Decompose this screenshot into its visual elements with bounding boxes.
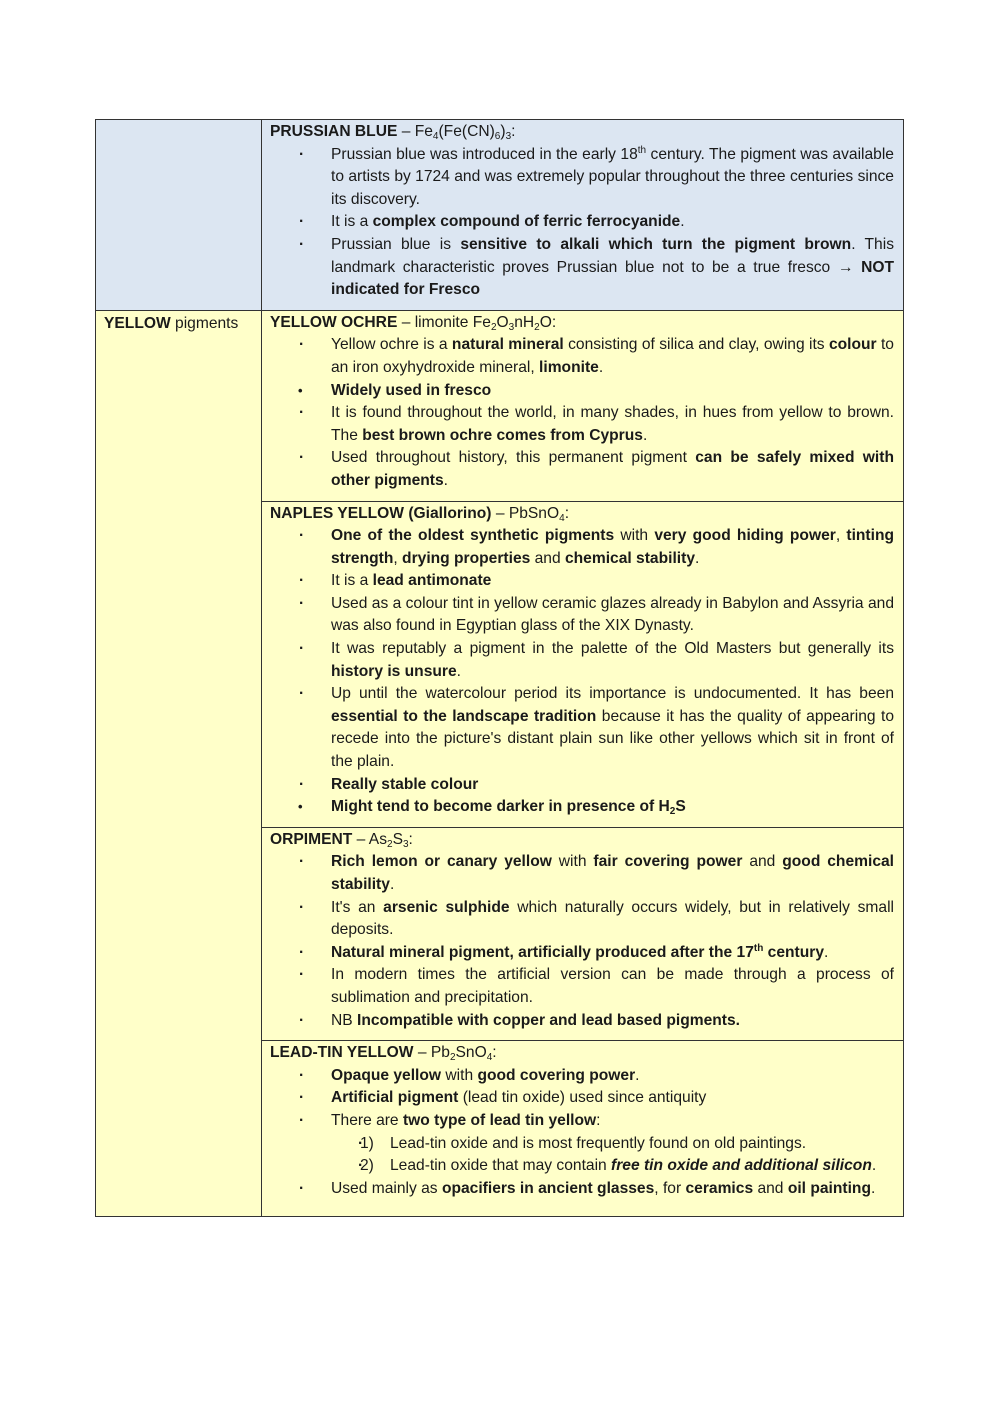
bold-text: complex compound of ferric ferrocyanide: [372, 213, 681, 231]
list-item: [331, 638, 894, 683]
bold-text: opacifiers in ancient glasses: [441, 1179, 655, 1197]
pigment-name: ORPIMENT: [270, 830, 353, 848]
bold-text: natural mineral: [451, 336, 564, 354]
bold-text: drying properties: [402, 549, 531, 567]
text: ,: [835, 527, 847, 545]
bold-text: Really stable colour: [331, 775, 479, 793]
formula-sub: 6: [494, 131, 501, 142]
bold-text: Might tend to become darker in presence of H: [331, 798, 670, 816]
bullet-list: [270, 851, 894, 1032]
text: consisting of silica and clay, owing its: [563, 336, 829, 354]
formula-text: O:: [539, 313, 557, 331]
entry-yellow-ochre: [262, 310, 904, 501]
formula-text: :: [408, 830, 413, 848]
entry-orpiment: [262, 827, 904, 1040]
entry-naples-yellow: [262, 501, 904, 827]
entry-prussian-blue: [262, 120, 904, 311]
formula-text: – Fe: [397, 123, 433, 140]
formula-sub: 3: [505, 131, 512, 142]
numbered-item: [360, 1155, 894, 1178]
text: Prussian blue is: [331, 235, 461, 253]
bold-text: arsenic sulphide: [383, 898, 510, 916]
text: , for: [654, 1179, 686, 1197]
bold-text: NOT indicated for Fresco: [331, 258, 894, 299]
category-cell-yellow: [96, 310, 262, 1217]
list-item: [331, 683, 894, 773]
text: There are: [331, 1111, 403, 1129]
formula-text: :: [564, 504, 570, 522]
bold-text: Widely used in fresco: [331, 381, 492, 399]
bold-text: colour: [828, 336, 877, 354]
bold-text: tinting strength: [331, 527, 895, 567]
text: .: [642, 426, 648, 444]
formula-text: SnO: [455, 1044, 487, 1062]
bullet-list: [270, 334, 894, 492]
text: .: [870, 1179, 876, 1197]
bold-text: Natural mineral pigment, artificially produced after the 17: [331, 943, 754, 961]
numbered-item: [360, 1133, 894, 1156]
list-item: [331, 1010, 894, 1033]
bold-text: century: [763, 943, 824, 961]
text: Used throughout history, this permanent pigment: [331, 449, 696, 467]
text: and: [753, 1179, 788, 1197]
category-label: pigments: [170, 314, 239, 332]
bold-text: oil painting: [787, 1179, 871, 1197]
formula-text: S: [392, 830, 403, 848]
formula-text: (Fe(CN): [438, 123, 495, 140]
bold-text: Opaque yellow: [331, 1066, 442, 1084]
pigment-name: PRUSSIAN BLUE: [270, 123, 398, 140]
bold-text: lead antimonate: [372, 572, 492, 590]
text: It was reputably a pigment in the palette of the Old Masters but generally its: [331, 640, 894, 658]
list-item: [331, 570, 894, 593]
formula-text: – As: [352, 830, 387, 848]
text: .: [389, 876, 395, 893]
list-item: [331, 402, 894, 447]
text: Used mainly as: [331, 1179, 442, 1197]
pigment-name: YELLOW OCHRE: [270, 313, 398, 331]
text: Prussian blue was introduced in the early 18: [331, 145, 638, 163]
bold-italic-text: free tin oxide and additional silicon: [611, 1157, 872, 1175]
bold-text: can be safely mixed with other pigments: [331, 449, 894, 489]
formula-text: O: [496, 313, 509, 331]
list-item: [331, 897, 894, 942]
formula-sub: 4: [486, 1052, 493, 1064]
text: .: [695, 549, 700, 567]
formula-sub: 2: [669, 806, 676, 818]
formula-sub: 4: [559, 512, 565, 524]
text: It is a: [331, 572, 373, 590]
formula-text: :: [511, 123, 516, 140]
table-row: [96, 310, 904, 501]
bold-text: good chemical stability: [331, 853, 894, 893]
formula-sub: 2: [387, 838, 393, 850]
list-item: [331, 593, 894, 638]
formula-sub: 2: [490, 321, 497, 333]
text: It is found throughout the world, in many shades, in hues from yellow to brown. The: [331, 404, 894, 444]
bullet-list: [270, 525, 894, 819]
text: .: [443, 471, 448, 489]
table-row: [96, 120, 904, 311]
bold-text: limonite: [539, 358, 599, 376]
text: ,: [393, 549, 403, 567]
text: .: [871, 1157, 877, 1175]
list-item: [331, 1110, 894, 1178]
bold-text: chemical stability: [564, 549, 695, 567]
list-item: [331, 334, 894, 379]
text: .: [598, 358, 604, 376]
list-item: [331, 525, 894, 570]
pigment-name: NAPLES YELLOW (Giallorino): [270, 504, 492, 522]
entry-heading: [270, 312, 894, 335]
text: with: [441, 1066, 478, 1084]
superscript: th: [753, 942, 764, 954]
text: .: [456, 662, 461, 680]
list-item: [331, 942, 894, 965]
text: to an iron oxyhydroxide mineral,: [331, 336, 894, 376]
item-number: · 1): [360, 1134, 374, 1152]
text: NB: [331, 1011, 357, 1029]
bold-text: good covering power: [477, 1066, 636, 1084]
bullet-list: [270, 1065, 894, 1201]
entry-lead-tin-yellow: [262, 1041, 904, 1217]
numbered-list: [331, 1133, 894, 1178]
arrow-right-icon: →: [837, 258, 854, 276]
text: .: [824, 943, 829, 961]
bold-text: Artificial pigment: [331, 1089, 459, 1107]
formula-text: – PbSnO: [491, 504, 560, 522]
formula-sub: 3: [508, 321, 515, 333]
formula-sub: 2: [534, 321, 540, 333]
entry-heading: [270, 829, 894, 852]
text: with: [614, 527, 655, 545]
text: and: [530, 549, 565, 567]
pigment-table: [95, 119, 904, 1217]
entry-heading: [270, 121, 894, 144]
bold-text: sensitive to alkali which turn the pigment brown: [460, 235, 852, 253]
list-item: [331, 211, 894, 234]
item-number: · 2): [360, 1157, 374, 1175]
list-item: [331, 796, 894, 819]
formula-text: nH: [514, 313, 535, 331]
text: .: [680, 213, 685, 231]
list-item: [331, 144, 894, 212]
text: Yellow ochre is a: [331, 336, 452, 354]
list-item: [331, 447, 894, 492]
entry-heading: [270, 503, 894, 526]
text: Lead-tin oxide that may contain: [390, 1157, 612, 1175]
text: Up until the watercolour period its importance is undocumented. It has been: [331, 685, 894, 703]
bold-text: best brown ochre comes from Cyprus: [362, 426, 643, 444]
list-item: [331, 851, 894, 896]
formula-text: ): [500, 123, 506, 140]
text: It is a: [331, 213, 373, 231]
bold-text: Rich lemon or canary yellow: [331, 853, 552, 871]
category-cell-empty: [96, 120, 262, 311]
text: . This landmark characteristic proves Prussian blue not to be a true fresco: [331, 235, 894, 276]
text: and: [742, 853, 783, 871]
list-item: [331, 1087, 894, 1110]
bold-text: S: [675, 798, 686, 816]
list-item: [331, 234, 894, 302]
formula-text: – limonite Fe: [397, 313, 491, 331]
bold-text: fair covering power: [593, 853, 743, 871]
bold-text: very good hiding power: [654, 527, 836, 545]
bullet-list: [270, 144, 894, 302]
list-item: [331, 1065, 894, 1088]
text: Lead-tin oxide and is most frequently found on old paintings.: [390, 1134, 807, 1152]
text: It's an: [331, 898, 384, 916]
text: In modern times the artificial version can be made through a process of sublimation and precipitation.: [331, 966, 894, 1006]
bold-text: ceramics: [685, 1179, 754, 1197]
entry-heading: [270, 1042, 894, 1065]
pigment-name: LEAD-TIN YELLOW: [270, 1044, 414, 1062]
text: Used as a colour tint in yellow ceramic glazes already in Babylon and Assyria and was also found in Egyptian glass of the XIX Dynasty.: [331, 594, 894, 635]
formula-text: – Pb: [413, 1044, 450, 1062]
bold-text: essential to the landscape tradition: [331, 707, 597, 725]
text: with: [551, 853, 594, 871]
list-item: [331, 1178, 894, 1201]
text: (lead tin oxide) used since antiquity: [458, 1089, 707, 1107]
text: century. The pigment was available to artists by 1724 and was extremely popular throughout the three centuries since its discovery.: [331, 145, 894, 208]
bold-text: Incompatible with copper and lead based pigments.: [357, 1011, 740, 1029]
list-item: [331, 380, 894, 403]
formula-text: :: [492, 1044, 497, 1062]
text: .: [635, 1066, 640, 1084]
list-item: [331, 774, 894, 797]
bold-text: two type of lead tin yellow: [402, 1111, 597, 1129]
list-item: [331, 964, 894, 1009]
bold-text: One of the oldest synthetic pigments: [331, 527, 615, 545]
text: which naturally occurs widely, but in relatively small deposits.: [331, 898, 895, 939]
text: because it has the quality of appearing to recede into the picture's distant plain sun like other yellows which sit in front of the plain.: [331, 707, 895, 771]
formula-sub: 4: [432, 131, 439, 142]
category-label-bold: YELLOW: [104, 314, 171, 332]
superscript: th: [637, 144, 647, 156]
formula-sub: 2: [449, 1052, 456, 1064]
text: :: [596, 1111, 601, 1129]
formula-sub: 3: [402, 838, 409, 850]
bold-text: history is unsure: [331, 662, 457, 680]
